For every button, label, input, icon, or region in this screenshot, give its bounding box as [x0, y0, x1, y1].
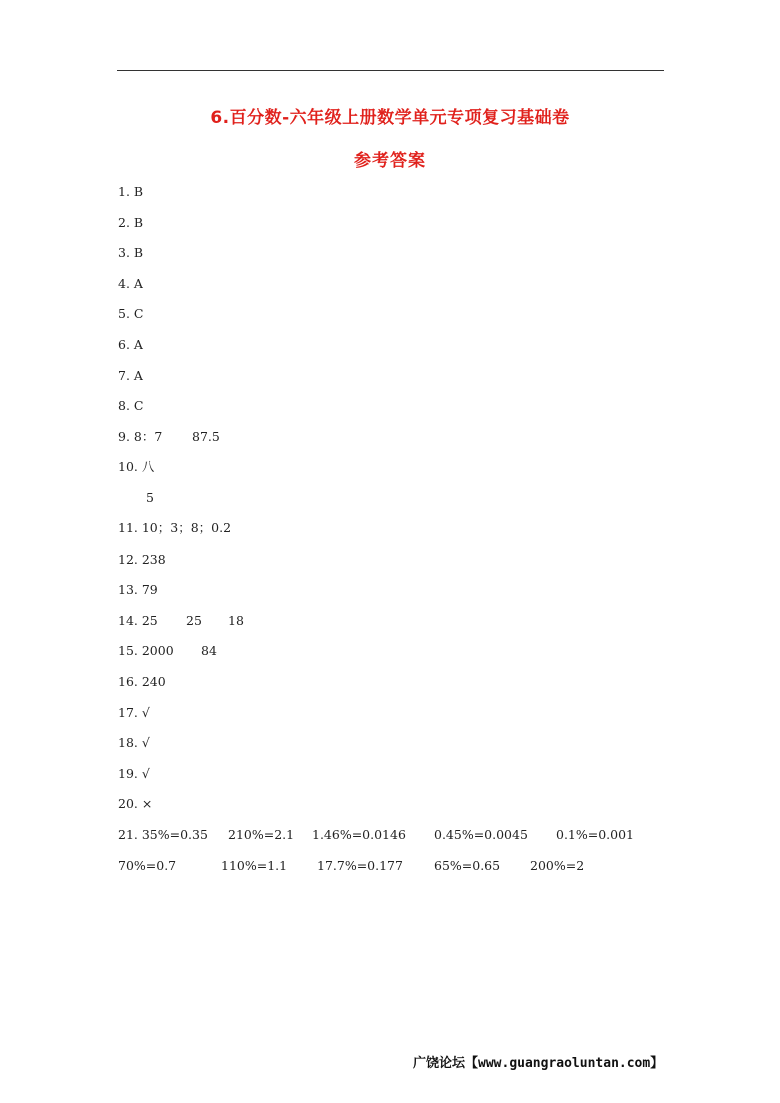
answer-line: 6. A [118, 337, 143, 352]
footer-site-name: 广饶论坛 [413, 1056, 466, 1071]
answer-line: 19. √ [118, 766, 150, 781]
answer-line: 17. √ [118, 705, 150, 720]
answer-line: 12. 238 [118, 552, 166, 567]
header-rule [117, 70, 664, 71]
answer-line: 8. C [118, 398, 144, 413]
answer-line: 11. 10；3；8；0.2 [118, 520, 232, 535]
footer-site-url: 【www.guangraoluntan.com】 [465, 1056, 664, 1071]
answer-line: 14. 25 25 18 [118, 613, 244, 628]
answer-line: 18. √ [118, 735, 150, 750]
answer-line: 13. 79 [118, 582, 158, 597]
page-title: 6.百分数-六年级上册数学单元专项复习基础卷 [210, 108, 570, 128]
answer-line-q21-row1: 21. 35%=0.35 210%=2.1 1.46%=0.0146 0.45%=0.0045 0.1%=0.001 [118, 827, 635, 842]
answer-line-q21-row2: 70%=0.7 110%=1.1 17.7%=0.177 65%=0.65 200%=2 [118, 858, 585, 873]
answer-line: 1. B [118, 184, 144, 199]
answer-line: 4. A [118, 276, 143, 291]
answer-line: 7. A [118, 368, 143, 383]
answer-line: 2. B [118, 215, 144, 230]
answer-line: 5. C [118, 306, 144, 321]
answer-line: 5 [146, 490, 154, 505]
answer-line: 20. × [118, 796, 153, 811]
answer-line: 9. 8：7 87.5 [118, 429, 220, 444]
answer-line: 16. 240 [118, 674, 166, 689]
answer-line: 3. B [118, 245, 144, 260]
answer-line: 10. 八 [118, 459, 155, 474]
answer-line: 15. 2000 84 [118, 643, 217, 658]
footer-site [413, 1052, 663, 1071]
page-subtitle: 参考答案 [354, 151, 426, 171]
